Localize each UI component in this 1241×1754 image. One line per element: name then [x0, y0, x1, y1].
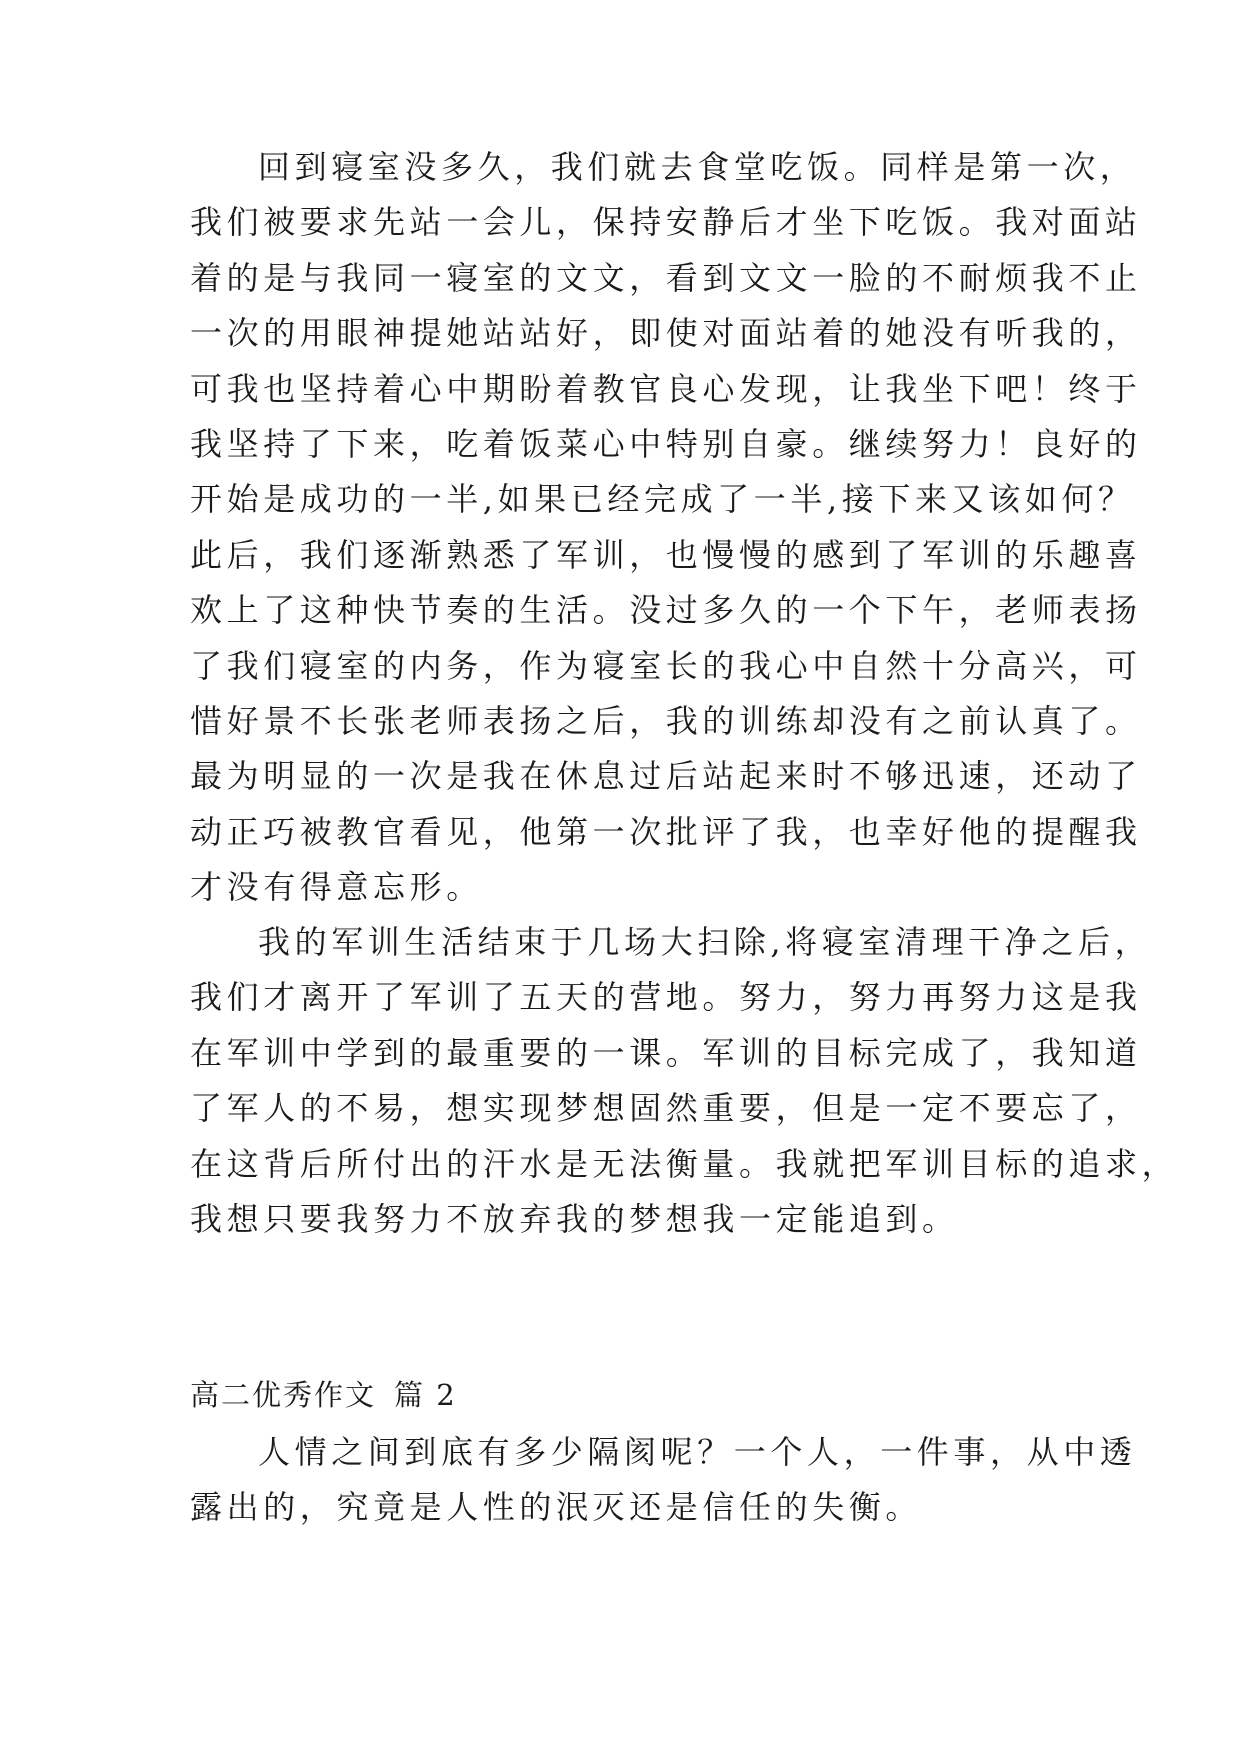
section-title: 高二优秀作文: [190, 1378, 377, 1412]
paragraph-line: 我的军训生活结束于几场大扫除,将寝室清理干净之后，: [258, 923, 1152, 961]
paragraph-1: [190, 140, 1142, 915]
paragraph-line: 回到寝室没多久，我们就去食堂吃饭。同样是第一次，: [258, 148, 1137, 186]
paragraph-line: 动正巧被教官看见，他第一次批评了我，也幸好他的提醒我: [190, 812, 1142, 851]
paragraph-line: 惜好景不长张老师表扬之后，我的训练却没有之前认真了。: [190, 701, 1142, 740]
paragraph-line: 在军训中学到的最重要的一课。军训的目标完成了，我知道: [190, 1033, 1142, 1072]
paragraph-line: 着的是与我同一寝室的文文，看到文文一脸的不耐烦我不止: [190, 258, 1142, 297]
paragraph-line: 可我也坚持着心中期盼着教官良心发现，让我坐下吧！终于: [190, 369, 1142, 408]
paragraph-line: 人情之间到底有多少隔阂呢？一个人，一件事，从中透: [258, 1433, 1137, 1471]
paragraph-line: 才没有得意忘形。: [190, 868, 483, 907]
section-label: 篇 2: [394, 1378, 457, 1412]
paragraph-line: 我们被要求先站一会儿，保持安静后才坐下吃饭。我对面站: [190, 203, 1142, 242]
paragraph-line: 最为明显的一次是我在休息过后站起来时不够迅速，还动了: [190, 757, 1142, 796]
paragraph-line: 我坚持了下来，吃着饭菜心中特别自豪。继续努力！良好的: [190, 424, 1142, 463]
section-heading: [190, 1375, 457, 1415]
section-paragraph: [190, 1425, 1137, 1536]
paragraph-line: 我们才离开了军训了五天的营地。努力，努力再努力这是我: [190, 978, 1142, 1017]
paragraph-line: 了军人的不易，想实现梦想固然重要，但是一定不要忘了，: [190, 1089, 1142, 1128]
paragraph-line: 了我们寝室的内务，作为寝室长的我心中自然十分高兴，可: [190, 646, 1142, 685]
paragraph-line: 此后，我们逐渐熟悉了军训，也慢慢的感到了军训的乐趣喜: [190, 535, 1142, 574]
paragraph-line: 开始是成功的一半,如果已经完成了一半,接下来又该如何？: [190, 480, 1135, 519]
paragraph-line: 欢上了这种快节奏的生活。没过多久的一个下午，老师表扬: [190, 591, 1142, 630]
paragraph-line: 我想只要我努力不放弃我的梦想我一定能追到。: [190, 1199, 959, 1238]
paragraph-line: 露出的，究竟是人性的泯灭还是信任的失衡。: [190, 1488, 923, 1527]
paragraph-line: 一次的用眼神提她站站好，即使对面站着的她没有听我的，: [190, 314, 1142, 353]
paragraph-line: 在这背后所付出的汗水是无法衡量。我就把军训目标的追求，: [190, 1144, 1179, 1183]
paragraph-2: [190, 915, 1179, 1247]
